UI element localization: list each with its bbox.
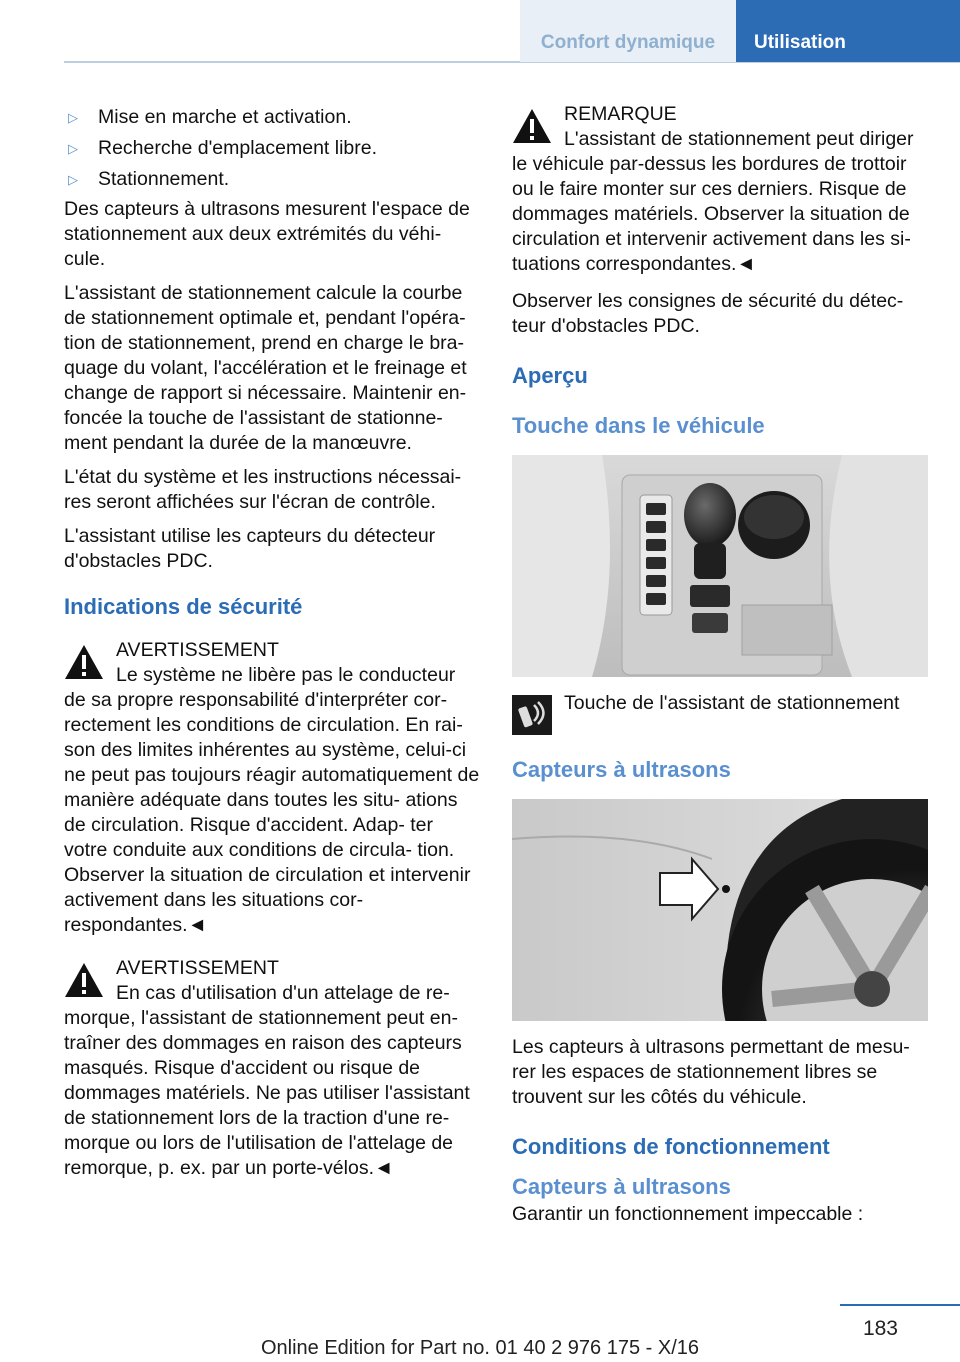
bullet-text: Recherche d'emplacement libre.: [98, 137, 378, 159]
button-heading: Touche dans le véhicule: [512, 413, 765, 438]
paragraph: L'assistant de stationnement calcule la courbe de stationnement optimale et, pendant l'opéra‐ tion de stationnement, prend en charge le bra‐ quage du volant, l'accélération et le freinage et change de rapport si nécessaire. Maintenir en‐ foncée la touche de l'assistant de stationne‐ ment pendant la durée de la manœuvre.: [64, 282, 467, 454]
paragraph: L'état du système et les instructions nécessai‐ res seront affichées sur l'écran de contrôle.: [64, 466, 462, 513]
warning-title: AVERTISSEMENT: [116, 639, 279, 661]
left-column: [64, 102, 480, 1193]
warning-triangle-icon: [64, 962, 104, 998]
paragraph: Observer les consignes de sécurité du détec‐ teur d'obstacles PDC.: [512, 290, 904, 337]
list-item: [64, 102, 480, 133]
header-section-tab[interactable]: Confort dynamique: [520, 0, 736, 62]
warning-block: [64, 956, 480, 1181]
paragraph: L'assistant utilise les capteurs du détecteur d'obstacles PDC.: [64, 525, 436, 572]
caption-text: Touche de l'assistant de stationnement: [564, 692, 900, 714]
page-header: [0, 0, 960, 64]
triangle-bullet-icon: ▷: [68, 141, 78, 156]
list-item: [64, 164, 480, 195]
bullet-text: Stationnement.: [98, 168, 230, 190]
edition-note: Online Edition for Part no. 01 40 2 976 175 - X/16: [260, 1337, 700, 1359]
header-current-tab[interactable]: Utilisation: [736, 0, 960, 62]
note-text: L'assistant de stationnement peut diriger le véhicule par-dessus les bordures de trottoir ou le faire monter sur ces derniers. Risque de dommages matériels. Observer la situation de circulation et intervenir activement dans les si‐ tuations correspondantes.◄: [512, 128, 914, 275]
note-block: [512, 102, 928, 277]
warning-block: [64, 638, 480, 938]
warning-title: AVERTISSEMENT: [116, 957, 279, 979]
paragraph: Garantir un fonctionnement impeccable :: [512, 1203, 864, 1225]
conditions-heading: Conditions de fonctionnement: [512, 1134, 830, 1159]
sensor-photo: [512, 799, 928, 1021]
parking-assistant-icon: [512, 695, 552, 735]
triangle-bullet-icon: ▷: [68, 172, 78, 187]
warning-text: En cas d'utilisation d'un attelage de re‐ morque, l'assistant de stationnement peut en‐ traîner des dommages en raison des capteurs masqués. Risque d'accident ou risque de dommages matériels. Ne pas utiliser l'assistant de stationnement lors de la traction d'une re‐ morque ou lors de l'utilisation de l'attelage de remorque, p. ex. par un porte-vélos.◄: [64, 982, 470, 1179]
sensors-heading: Capteurs à ultrasons: [512, 757, 731, 782]
warning-triangle-icon: [512, 108, 552, 144]
right-column: [512, 102, 928, 1236]
list-item: [64, 133, 480, 164]
figure-caption: [512, 691, 928, 739]
safety-heading: Indications de sécurité: [64, 594, 303, 619]
bullet-text: Mise en marche et activation.: [98, 106, 352, 128]
warning-triangle-icon: [64, 644, 104, 680]
page-number: 183: [862, 1317, 898, 1340]
note-title: REMARQUE: [564, 103, 677, 125]
paragraph: Les capteurs à ultrasons permettant de mesu‐ rer les espaces de stationnement libres se trouvent sur les côtés du véhicule.: [512, 1036, 910, 1108]
triangle-bullet-icon: ▷: [68, 110, 78, 125]
warning-text: Le système ne libère pas le conducteur de sa propre responsabilité d'interpréter cor‐ rectement les conditions de circulation. En rai‐ son des limites inhérentes au système, celui-ci ne peut pas toujours réagir automatiquement de manière adéquate dans toutes les situ‐ ations de circulation. Risque d'accident. Adap‐ ter votre conduite aux conditions de circula‐ tion. Observer la situation de circulation et intervenir activement dans les situations cor‐ respondantes.◄: [64, 664, 480, 936]
footer-rule: [840, 1304, 960, 1306]
console-photo: [512, 455, 928, 677]
paragraph: Des capteurs à ultrasons mesurent l'espace de stationnement aux deux extrémités du véhi‐ cule.: [64, 198, 470, 270]
conditions-subheading: Capteurs à ultrasons: [512, 1174, 731, 1199]
overview-heading: Aperçu: [512, 363, 588, 388]
